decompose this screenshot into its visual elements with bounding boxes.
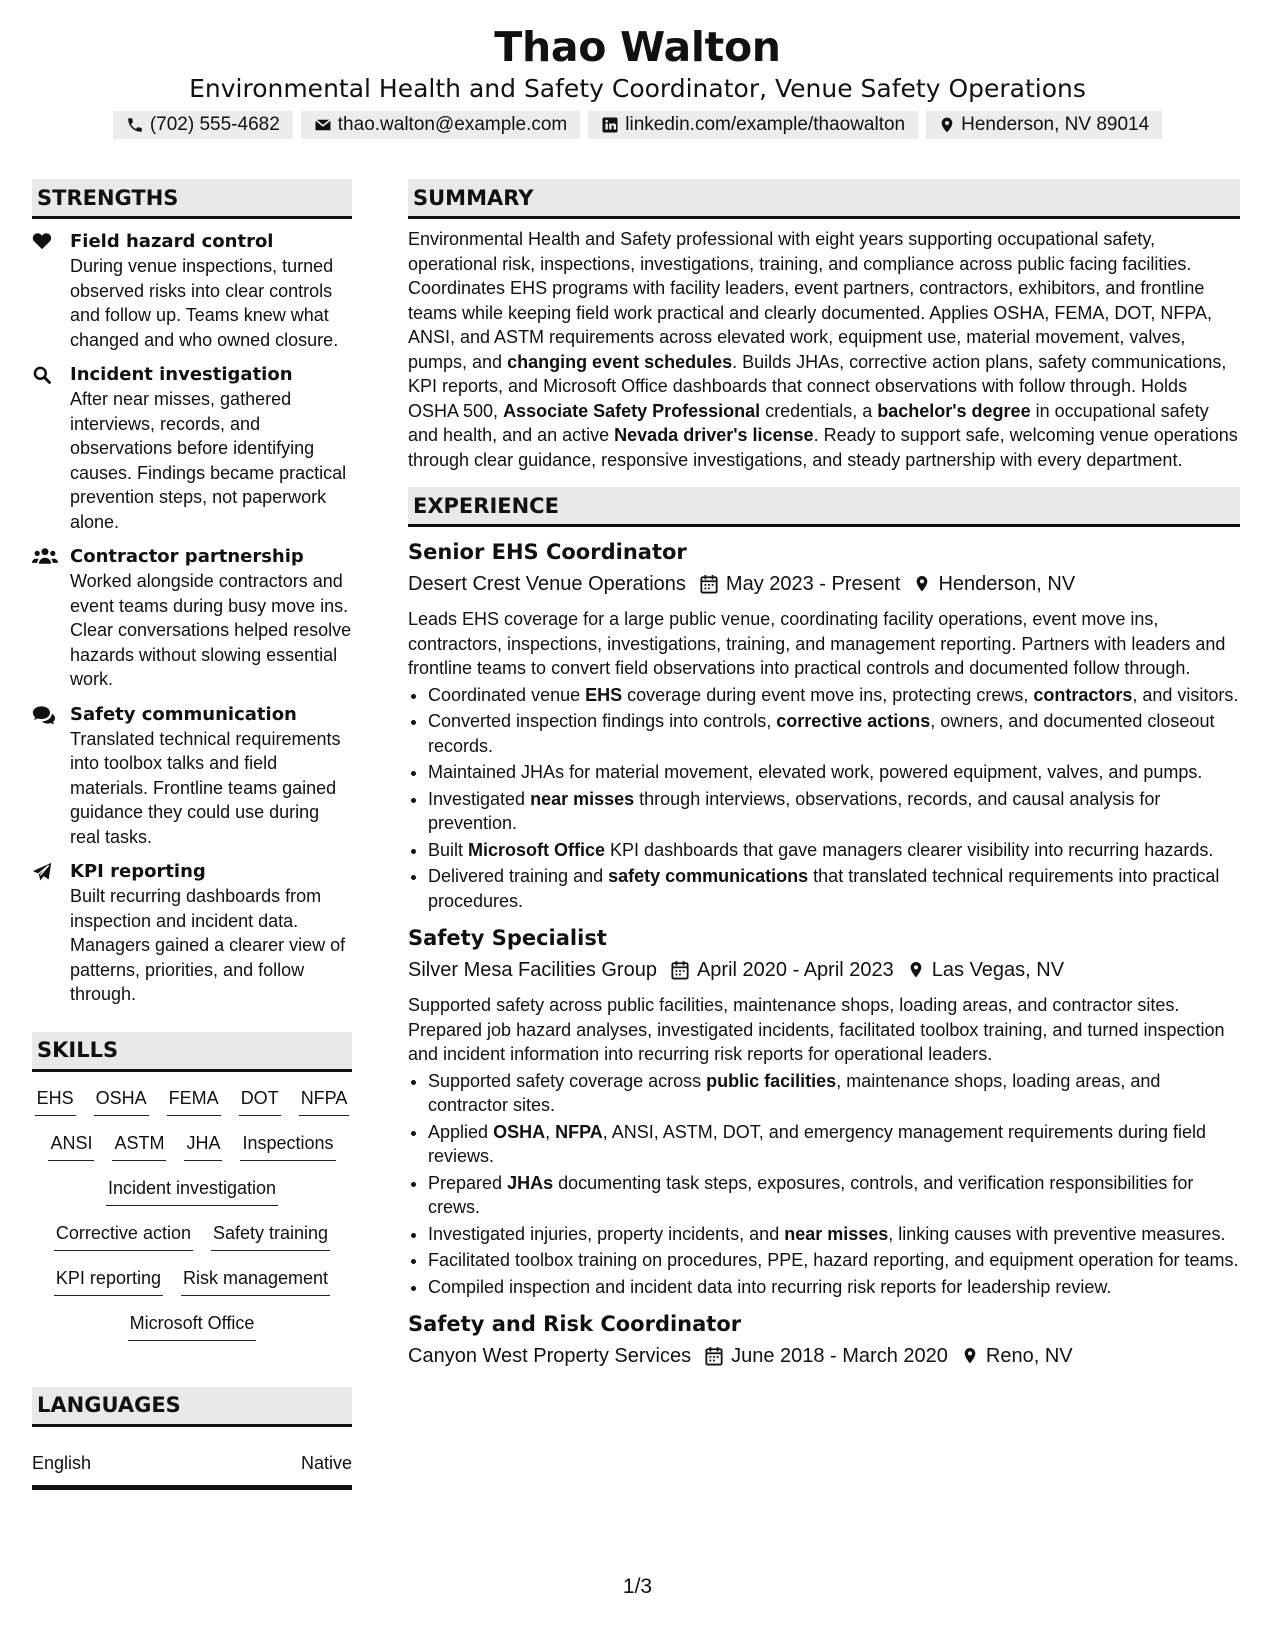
summary-text: Environmental Health and Safety professional with eight years supporting occupational safety, operational risk, inspections, investigations, training, and compliance across public facing facilities. Coordinates EHS programs with facility leaders, event partners, contractors, exhibitors, and frontline teams while keeping field work practical and clearly documented. Applies OSHA, FEMA, DOT, NFPA, ANSI, and ASTM requirements across elevated work, equipment use, material movement, valves, pumps, and changing event schedules. Builds JHAs, corrective action plans, safety communications, KPI reports, and Microsoft Office dashboards that connect observations with follow through. Holds OSHA 500, Associate Safety Professional credentials, a bachelor's degree in occupational safety and health, and an active Nevada driver's license. Ready to support safe, welcoming venue operations through clear guidance, responsive investigations, and steady partnership with every department.: [408, 229, 1238, 470]
job-dates: April 2020 - April 2023: [696, 959, 894, 981]
job-bullet: • Facilitated toolbox training on procedures, PPE, hazard reporting, and equipment operation for teams.: [428, 1248, 1240, 1273]
skill-tag: Inspections: [240, 1131, 335, 1161]
job-location: Reno, NV: [985, 1345, 1073, 1367]
job-bullet: • Converted inspection findings into controls, corrective actions, owners, and documented closeout records.: [428, 709, 1240, 758]
language-name: English: [32, 1452, 92, 1473]
job-title: Safety and Risk Coordinator: [408, 1312, 742, 1336]
skill-tag: ASTM: [112, 1131, 166, 1161]
paper-plane-icon: [32, 859, 70, 1007]
strength-title: Safety communication: [70, 703, 297, 725]
strength-desc: After near misses, gathered interviews, records, and observations before identifying causes. Findings became practical prevention steps, not paperwork alone.: [70, 389, 347, 532]
skill-tag: KPI reporting: [54, 1266, 163, 1296]
job-description: Leads EHS coverage for a large public venue, coordinating facility operations, event move ins, contractors, inspections, investigations, training, and management reporting. Partners with leaders and frontline teams to convert field observations into practical controls and documented follow through.: [408, 609, 1226, 678]
languages-heading: LANGUAGES: [32, 1387, 352, 1427]
job-location: Las Vegas, NV: [931, 959, 1065, 981]
strength-desc: Translated technical requirements into toolbox talks and field materials. Frontline teams gained guidance they could use during real tasks.: [70, 728, 341, 847]
skill-tag: ANSI: [48, 1131, 94, 1161]
job-title: Senior EHS Coordinator: [408, 540, 687, 564]
skill-tag: Microsoft Office: [128, 1311, 257, 1341]
search-icon: [32, 362, 70, 534]
job-description: Supported safety across public facilities, maintenance shops, loading areas, and contractor sites. Prepared job hazard analyses, investigated incidents, facilitated toolbox training, and turned inspection and incident information into recurring risk reports for operational leaders.: [408, 995, 1225, 1064]
calendar-icon: [671, 960, 689, 980]
resume-header: [0, 22, 1275, 139]
job-location: Henderson, NV: [938, 573, 1076, 595]
left-column: [32, 179, 352, 1490]
skills-row: [32, 1311, 352, 1356]
skill-tag: DOT: [239, 1086, 281, 1116]
candidate-role: Environmental Health and Safety Coordinator, Venue Safety Operations: [189, 74, 1086, 103]
users-icon: [32, 544, 70, 692]
contact-bar: [0, 111, 1275, 139]
skills-row: [32, 1131, 352, 1176]
job-bullet: • Delivered training and safety communications that translated technical requirements into practical procedures.: [428, 864, 1240, 913]
job-bullet: • Investigated near misses through interviews, observations, records, and causal analysis for prevention.: [428, 787, 1240, 836]
linkedin-icon: [601, 116, 619, 134]
skills-heading: SKILLS: [32, 1032, 352, 1072]
experience-heading: EXPERIENCE: [408, 487, 1240, 527]
summary-heading: SUMMARY: [408, 179, 1240, 219]
contact-location-text: Henderson, NV 89014: [961, 114, 1150, 135]
language-level: Native: [300, 1452, 352, 1473]
job-company: Silver Mesa Facilities Group: [408, 959, 657, 981]
job-bullets: [408, 683, 1240, 914]
job-dates: June 2018 - March 2020: [731, 1345, 948, 1367]
phone-icon: [126, 116, 144, 134]
job-meta: [408, 955, 1240, 985]
job-bullet: • Compiled inspection and incident data into recurring risk reports for leadership review.: [428, 1275, 1240, 1300]
contact-phone[interactable]: [113, 111, 293, 139]
contact-linkedin-text: linkedin.com/example/thaowalton: [625, 114, 906, 135]
location-pin-icon: [939, 116, 955, 134]
calendar-icon: [700, 574, 718, 594]
job-bullet: • Investigated injuries, property incidents, and near misses, linking causes with preventive measures.: [428, 1222, 1240, 1247]
heart-icon: [32, 229, 70, 352]
calendar-icon: [705, 1346, 723, 1366]
job-bullets: [408, 1069, 1240, 1300]
job-company: Canyon West Property Services: [408, 1345, 692, 1367]
job-company: Desert Crest Venue Operations: [408, 573, 686, 595]
strength-item: [32, 362, 352, 534]
chat-bubbles-icon: [32, 702, 70, 850]
skill-tag: JHA: [184, 1131, 222, 1161]
contact-phone-text: (702) 555-4682: [149, 114, 280, 135]
strength-title: Incident investigation: [70, 364, 293, 385]
skills-row: [32, 1266, 352, 1311]
job-entry: [408, 923, 1240, 1299]
skill-tag: Risk management: [181, 1266, 330, 1296]
skills-list: [32, 1086, 352, 1356]
skill-tag: Corrective action: [54, 1221, 193, 1251]
strength-item: [32, 229, 352, 352]
strength-item: [32, 859, 352, 1007]
skills-row: [32, 1086, 352, 1131]
strength-title: Field hazard control: [70, 231, 274, 252]
contact-location: [926, 111, 1162, 139]
job-meta: [408, 1341, 1240, 1371]
skill-tag: Safety training: [211, 1221, 330, 1251]
job-dates: May 2023 - Present: [725, 573, 901, 595]
strengths-heading: STRENGTHS: [32, 179, 352, 219]
skills-row: [32, 1221, 352, 1266]
job-meta: [408, 569, 1240, 599]
job-entry: [408, 537, 1240, 913]
skill-tag: NFPA: [299, 1086, 350, 1116]
strength-item: [32, 544, 352, 692]
job-bullet: • Coordinated venue EHS coverage during event move ins, protecting crews, contractors, and visitors.: [428, 683, 1240, 708]
location-pin-icon: [908, 960, 924, 980]
strength-desc: Built recurring dashboards from inspection and incident data. Managers gained a clearer view of patterns, priorities, and follow through.: [70, 886, 346, 1004]
job-bullet: • Applied OSHA, NFPA, ANSI, ASTM, DOT, and emergency management requirements during field reviews.: [428, 1120, 1240, 1169]
job-bullet: • Maintained JHAs for material movement, elevated work, powered equipment, valves, and pumps.: [428, 760, 1240, 785]
strength-desc: Worked alongside contractors and event teams during busy move ins. Clear conversations helped resolve hazards without slowing essential work.: [70, 571, 352, 689]
strength-item: [32, 702, 352, 850]
job-bullet: • Prepared JHAs documenting task steps, exposures, controls, and verification responsibilities for crews.: [428, 1171, 1240, 1220]
candidate-name: Thao Walton: [494, 23, 781, 71]
envelope-icon: [314, 116, 332, 134]
contact-email[interactable]: [301, 111, 580, 139]
strength-title: Contractor partnership: [70, 546, 304, 567]
location-pin-icon: [914, 574, 930, 594]
skill-tag: EHS: [35, 1086, 76, 1116]
contact-email-text: thao.walton@example.com: [337, 114, 568, 135]
skill-tag: FEMA: [167, 1086, 221, 1116]
page-number: 1/3: [622, 1575, 653, 1598]
job-bullet: • Supported safety coverage across public facilities, maintenance shops, loading areas, and contractor sites.: [428, 1069, 1240, 1118]
job-entry: [408, 1309, 1240, 1371]
skill-tag: OSHA: [94, 1086, 149, 1116]
strength-title: KPI reporting: [70, 861, 206, 882]
strength-desc: During venue inspections, turned observed risks into clear controls and follow up. Teams knew what changed and who owned closure.: [70, 256, 339, 350]
skill-tag: Incident investigation: [106, 1176, 278, 1206]
contact-linkedin[interactable]: [588, 111, 918, 139]
skills-row: [32, 1176, 352, 1221]
job-bullet: • Built Microsoft Office KPI dashboards that gave managers clearer visibility into recurring hazards.: [428, 838, 1240, 863]
job-title: Safety Specialist: [408, 926, 607, 950]
right-column: [408, 179, 1240, 1371]
location-pin-icon: [962, 1346, 978, 1366]
language-row: [32, 1451, 352, 1490]
